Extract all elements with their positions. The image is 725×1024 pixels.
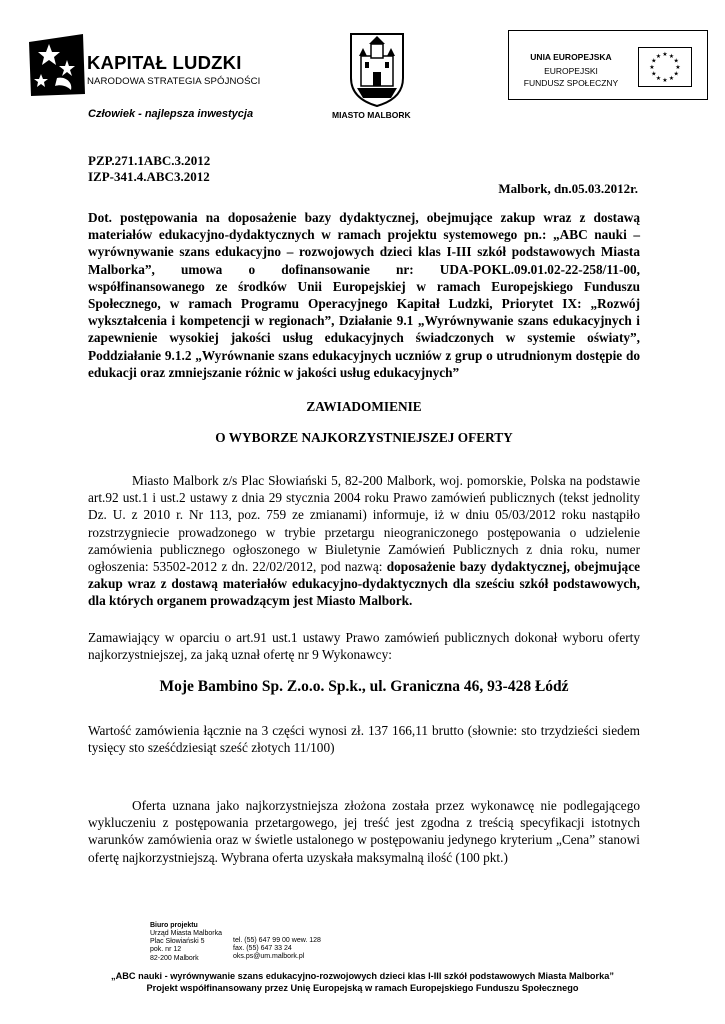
footer-office-line-4: 82-200 Malbork (150, 955, 199, 962)
paragraph-justification (88, 797, 640, 866)
footer-phone: tel. (55) 647 99 00 wew. 128 (233, 937, 321, 944)
svg-text:★: ★ (668, 52, 675, 60)
paragraph-value: Wartość zamówienia łącznie na 3 części wynosi zł. 137 166,11 brutto (słownie: sto trzydzieści siedem tysięcy sto sześćdziesiąt sześć złotych 11/100) (88, 723, 640, 756)
svg-text:★: ★ (651, 57, 657, 65)
reference-number-1: PZP.271.1ABC.3.2012 (88, 153, 211, 168)
svg-text:★: ★ (655, 52, 662, 60)
svg-text:★: ★ (668, 75, 675, 83)
winning-contractor: Moje Bambino Sp. Z.o.o. Sp.k., ul. Graniczna 46, 93-428 Łódź (159, 678, 569, 695)
svg-text:★: ★ (673, 57, 679, 65)
eu-line-2: EUROPEJSKI (544, 66, 598, 76)
eu-flag-icon (638, 47, 692, 87)
paragraph-decision-text: Miasto Malbork z/s Plac Słowiański 5, 82-200 Malbork, woj. pomorskie, Polska na podstawie art.92 ust.1 i ust.2 ustawy z dnia 29 stycznia 2004 roku Prawo zamówień publicznych (tekst jednolity Dz. U. z 2010 r. Nr 113, poz. 759 ze zmianami) informuje, iż w dniu 05/03/2012 roku nastąpiło rozstrzygniecie prowadzonego w trybie przetargu nieograniczonego postępowania o udzielenie zamówienia publicznego ogłoszonego w Biuletynie Zamówień Publicznych z dnia roku, numer ogłoszenia: 53502-2012 z dn. 22/02/2012, pod nazwą: (88, 473, 640, 575)
footer-office-line-2: Plac Słowiański 5 (150, 938, 205, 945)
kl-subtitle: NARODOWA STRATEGIA SPÓJNOŚCI (87, 76, 261, 87)
paragraph-justification-text: Oferta uznana jako najkorzystniejsza złożona została przez wykonawcę nie podlegającego wykluczeniu z postępowania przetargowego, jej treść jest zgodna z treścią specyfikacji istotnych warunków zamówienia oraz w świetle ustalonego w postępowaniu jedynego kryterium „Cena” stanowi ofertę najkorzystniejszą. Wybrana oferta uzyskała maksymalną ilość (100 pkt.) (88, 798, 640, 865)
footer-cofinancing-note: Projekt współfinansowany przez Unię Europejską w ramach Europejskiego Funduszu Społecznego (146, 983, 579, 993)
eu-line-1: UNIA EUROPEJSKA (530, 52, 612, 62)
svg-text:★: ★ (662, 77, 668, 84)
footer-office-line-1: Urząd Miasta Malborka (150, 930, 222, 937)
footer-office-line-3: pok. nr 12 (150, 946, 182, 953)
svg-text:★: ★ (655, 75, 662, 83)
footer-email: oks.ps@um.malbork.pl (233, 953, 305, 960)
paragraph-decision-bold: doposażenie bazy dydaktycznej, obejmujące zakup wraz z dostawą materiałów edukacyjno-dydaktycznych dla sześciu szkół podstawowych, dla których organem prowadzącym jest Miasto Malbork. (88, 559, 640, 609)
reference-number-2: IZP-341.4.ABC3.2012 (88, 169, 210, 184)
eu-line-3: FUNDUSZ SPOŁECZNY (523, 78, 619, 88)
malbork-crest (347, 30, 407, 108)
kapital-ludzki-emblem-icon (27, 30, 87, 100)
kl-slogan: Człowiek - najlepsza inwestycja (88, 108, 254, 120)
footer-project-title: „ABC nauki - wyrównywanie szans edukacyjno-rozwojowych dzieci klas I-III szkół podstawowych Miasta Malborka” (111, 971, 614, 981)
svg-text:★: ★ (675, 64, 681, 71)
footer-office-title: Biuro projektu (150, 922, 198, 929)
notice-subheading: O WYBORZE NAJKORZYSTNIEJSZEJ OFERTY (215, 430, 513, 445)
svg-text:★: ★ (649, 64, 655, 71)
malbork-crest-icon (347, 30, 407, 108)
footer-fax: fax. (55) 647 33 24 (233, 945, 292, 952)
svg-text:★: ★ (651, 70, 657, 78)
date-line: Malbork, dn.05.03.2012r. (498, 181, 638, 196)
paragraph-selection: Zamawiający w oparciu o art.91 ust.1 ustawy Prawo zamówień publicznych dokonał wyboru oferty najkorzystniejszej, za jaką uznał ofertę nr 9 Wykonawcy: (88, 630, 640, 663)
svg-text:★: ★ (662, 51, 668, 58)
paragraph-decision (88, 472, 640, 610)
subject-paragraph: Dot. postępowania na doposażenie bazy dydaktycznej, obejmujące zakup wraz z dostawą materiałów edukacyjno-dydaktycznych w ramach projektu systemowego pn.: „ABC nauki – wyrównywanie szans edukacyjno – rozwojowych dzieci klas I-III szkół podstawowych Miasta Malborka”, umowa o dofinansowanie nr: UDA-POKL.09.01.02-22-258/11-00, współfinansowanego ze środków Unii Europejskiej w ramach Europejskiego Funduszu Społecznego, w ramach Programu Operacyjnego Kapitał Ludzki, Priorytet IX: „Rozwój wykształcenia i kompetencji w regionach”, Działanie 9.1 „Wyrównywanie szans edukacyjnych i zapewnienie wysokiej jakości usług edukacyjnych świadczonych w systemie oświaty”, Poddziałanie 9.1.2 „Wyrównanie szans edukacyjnych uczniów z grup o utrudnionym dostępie do edukacji oraz zmniejszanie różnic w jakości usług edukacyjnych” (88, 210, 640, 380)
kl-title: KAPITAŁ LUDZKI (87, 52, 242, 73)
svg-text:★: ★ (673, 70, 679, 78)
notice-heading: ZAWIADOMIENIE (306, 399, 422, 414)
city-label: MIASTO MALBORK (332, 110, 411, 120)
